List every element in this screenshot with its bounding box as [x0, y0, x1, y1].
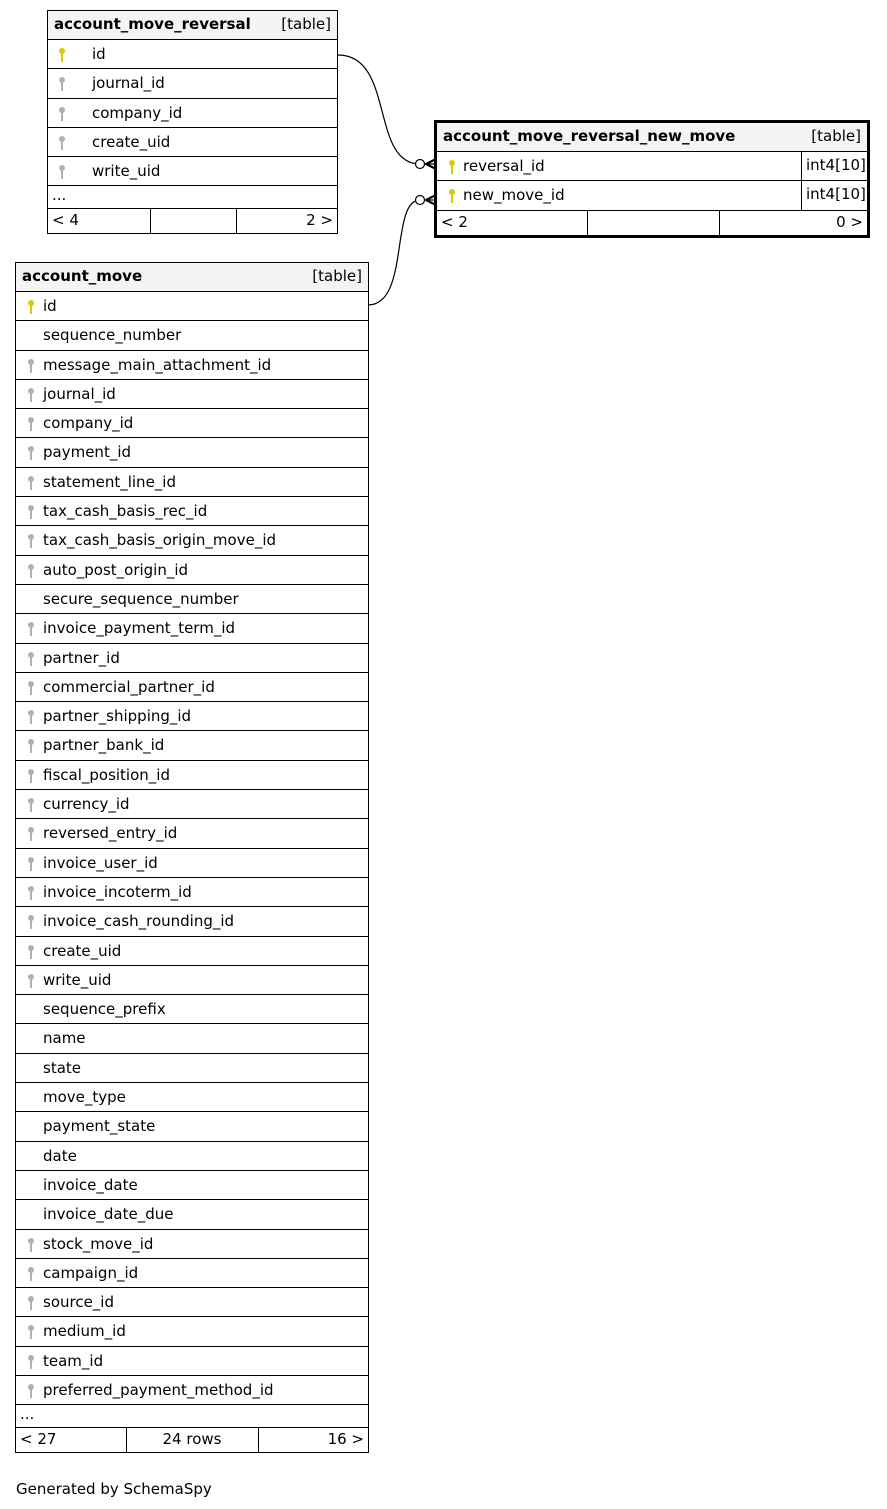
column-name: invoice_incoterm_id [43, 882, 192, 901]
column-name: id [43, 297, 57, 315]
column-row-payment-state[interactable] [16, 1112, 368, 1141]
relationship-account-move-to-new-move [368, 200, 436, 305]
footer-parents[interactable]: < 2 [441, 212, 468, 231]
foreign-key-icon [27, 826, 35, 842]
table-footer [16, 1428, 368, 1452]
foreign-key-icon [27, 387, 35, 403]
foreign-key-icon [27, 651, 35, 667]
column-row-payment-id[interactable] [16, 438, 368, 467]
column-name: secure_sequence_number [43, 589, 239, 608]
foreign-key-icon [27, 416, 35, 432]
column-row-company-id[interactable] [16, 409, 368, 438]
foreign-key-icon [27, 563, 35, 579]
column-row-medium-id[interactable] [16, 1317, 368, 1346]
column-row-source-id[interactable] [16, 1288, 368, 1317]
table-account-move-reversal-new-move[interactable] [434, 120, 870, 238]
table-name: account_move [22, 267, 143, 285]
column-row-secure-sequence-number[interactable] [16, 585, 368, 614]
zero-cardinality-marker [416, 160, 425, 169]
foreign-key-icon [27, 445, 35, 461]
column-name: tax_cash_basis_origin_move_id [43, 531, 277, 550]
column-row-team-id[interactable] [16, 1347, 368, 1376]
column-row-company-id[interactable] [48, 99, 337, 128]
column-name: state [43, 1058, 81, 1077]
column-name: reversal_id [463, 157, 545, 175]
column-name: partner_bank_id [43, 736, 165, 755]
column-name: journal_id [43, 384, 116, 403]
footer-children[interactable]: 2 > [306, 211, 333, 230]
column-row-write-uid[interactable] [48, 157, 337, 186]
column-name: sequence_number [43, 326, 182, 345]
column-row-invoice-date-due[interactable] [16, 1200, 368, 1229]
column-name: create_uid [43, 941, 122, 960]
foreign-key-icon [27, 738, 35, 754]
generated-by-caption: Generated by SchemaSpy [16, 1480, 212, 1498]
more-columns: ... [48, 186, 337, 209]
footer-children[interactable]: 16 > [327, 1430, 364, 1449]
foreign-key-icon [27, 621, 35, 637]
table-type: [table] [312, 267, 362, 285]
column-name: reversed_entry_id [43, 824, 178, 843]
column-row-reversed-entry-id[interactable] [16, 819, 368, 848]
footer-children[interactable]: 0 > [836, 212, 863, 231]
foreign-key-icon [27, 797, 35, 813]
foreign-key-icon [27, 1295, 35, 1311]
footer-parents[interactable]: < 27 [20, 1430, 57, 1449]
table-footer [48, 209, 337, 233]
column-row-name[interactable] [16, 1024, 368, 1053]
foreign-key-icon [27, 1237, 35, 1253]
column-row-create-uid[interactable] [16, 937, 368, 966]
column-name: new_move_id [463, 186, 565, 205]
column-name: id [92, 45, 106, 63]
column-row-statement-line-id[interactable] [16, 468, 368, 497]
column-row-invoice-user-id[interactable] [16, 849, 368, 878]
table-name: account_move_reversal_new_move [443, 127, 736, 145]
relationship-reversal-to-new-move [338, 55, 436, 164]
column-name: move_type [43, 1088, 126, 1107]
column-row-partner-bank-id[interactable] [16, 731, 368, 760]
column-name: currency_id [43, 795, 130, 814]
footer-parents[interactable]: < 4 [52, 211, 79, 230]
column-name: tax_cash_basis_rec_id [43, 502, 208, 521]
foreign-key-icon [58, 135, 66, 151]
primary-key-icon [448, 159, 456, 175]
column-name: stock_move_id [43, 1234, 154, 1253]
column-name: team_id [43, 1351, 104, 1370]
column-row-create-uid[interactable] [48, 128, 337, 157]
column-name: invoice_user_id [43, 853, 158, 872]
table-type: [table] [281, 15, 331, 33]
foreign-key-icon [27, 914, 35, 930]
column-row-journal-id[interactable] [48, 69, 337, 98]
column-name: statement_line_id [43, 472, 176, 491]
foreign-key-icon [27, 709, 35, 725]
column-row-campaign-id[interactable] [16, 1259, 368, 1288]
foreign-key-icon [27, 475, 35, 491]
column-row-auto-post-origin-id[interactable] [16, 556, 368, 585]
column-row-currency-id[interactable] [16, 790, 368, 819]
table-account-move[interactable] [15, 262, 369, 1453]
foreign-key-icon [27, 358, 35, 374]
foreign-key-icon [27, 856, 35, 872]
table-footer [437, 211, 867, 235]
column-row-id[interactable] [48, 40, 337, 69]
table-name: account_move_reversal [54, 15, 251, 33]
column-row-tax-cash-basis-rec-id[interactable] [16, 497, 368, 526]
foreign-key-icon [27, 533, 35, 549]
foreign-key-icon [27, 885, 35, 901]
column-name: medium_id [43, 1322, 126, 1341]
column-row-date[interactable] [16, 1142, 368, 1171]
column-row-fiscal-position-id[interactable] [16, 761, 368, 790]
column-row-reversal-id[interactable] [437, 152, 867, 181]
column-name: payment_state [43, 1117, 156, 1136]
column-name: company_id [92, 103, 183, 122]
column-name: invoice_cash_rounding_id [43, 912, 235, 931]
column-name: commercial_partner_id [43, 677, 215, 696]
column-row-id[interactable] [16, 292, 368, 321]
zero-cardinality-marker [416, 196, 425, 205]
column-name: campaign_id [43, 1263, 139, 1282]
table-header [16, 263, 368, 292]
column-name: message_main_attachment_id [43, 355, 272, 374]
column-name: invoice_payment_term_id [43, 619, 236, 638]
column-row-commercial-partner-id[interactable] [16, 673, 368, 702]
column-row-preferred-payment-method-id[interactable] [16, 1376, 368, 1405]
footer-rows: 24 rows [162, 1430, 222, 1449]
column-row-new-move-id[interactable] [437, 181, 867, 210]
foreign-key-icon [58, 164, 66, 180]
table-header [437, 123, 867, 152]
column-name: sequence_prefix [43, 1000, 166, 1019]
primary-key-icon [27, 299, 35, 315]
column-name: invoice_date_due [43, 1205, 174, 1224]
column-name: partner_shipping_id [43, 707, 192, 726]
foreign-key-icon [27, 1266, 35, 1282]
foreign-key-icon [27, 768, 35, 784]
foreign-key-icon [27, 680, 35, 696]
column-row-journal-id[interactable] [16, 380, 368, 409]
foreign-key-icon [58, 76, 66, 92]
column-name: write_uid [43, 970, 112, 989]
column-row-sequence-prefix[interactable] [16, 995, 368, 1024]
column-row-invoice-incoterm-id[interactable] [16, 878, 368, 907]
column-name: fiscal_position_id [43, 765, 170, 784]
column-row-partner-shipping-id[interactable] [16, 702, 368, 731]
column-name: source_id [43, 1293, 115, 1312]
column-row-sequence-number[interactable] [16, 321, 368, 350]
column-row-write-uid[interactable] [16, 966, 368, 995]
foreign-key-icon [27, 944, 35, 960]
column-row-tax-cash-basis-origin-move-id[interactable] [16, 526, 368, 555]
column-name: preferred_payment_method_id [43, 1380, 274, 1399]
column-name: journal_id [92, 74, 165, 93]
column-row-state[interactable] [16, 1054, 368, 1083]
foreign-key-icon [27, 973, 35, 989]
column-row-invoice-payment-term-id[interactable] [16, 614, 368, 643]
more-columns: ... [16, 1405, 368, 1428]
table-header [48, 11, 337, 40]
foreign-key-icon [27, 504, 35, 520]
foreign-key-icon [27, 1354, 35, 1370]
column-row-partner-id[interactable] [16, 644, 368, 673]
foreign-key-icon [27, 1324, 35, 1340]
column-name: date [43, 1146, 77, 1165]
primary-key-icon [448, 188, 456, 204]
column-name: invoice_date [43, 1175, 138, 1194]
foreign-key-icon [58, 106, 66, 122]
column-row-move-type[interactable] [16, 1083, 368, 1112]
column-row-message-main-attachment-id[interactable] [16, 351, 368, 380]
column-name: partner_id [43, 648, 120, 667]
column-type: int4[10] [801, 152, 867, 180]
foreign-key-icon [27, 1383, 35, 1399]
column-name: name [43, 1029, 86, 1048]
column-row-invoice-cash-rounding-id[interactable] [16, 907, 368, 936]
column-name: auto_post_origin_id [43, 560, 189, 579]
primary-key-icon [58, 47, 66, 63]
column-name: write_uid [92, 162, 161, 181]
column-name: create_uid [92, 132, 171, 151]
column-row-invoice-date[interactable] [16, 1171, 368, 1200]
table-type: [table] [811, 127, 861, 145]
column-name: payment_id [43, 443, 132, 462]
table-account-move-reversal[interactable] [47, 10, 338, 234]
column-row-stock-move-id[interactable] [16, 1230, 368, 1259]
column-type: int4[10] [801, 181, 867, 209]
column-name: company_id [43, 414, 134, 433]
